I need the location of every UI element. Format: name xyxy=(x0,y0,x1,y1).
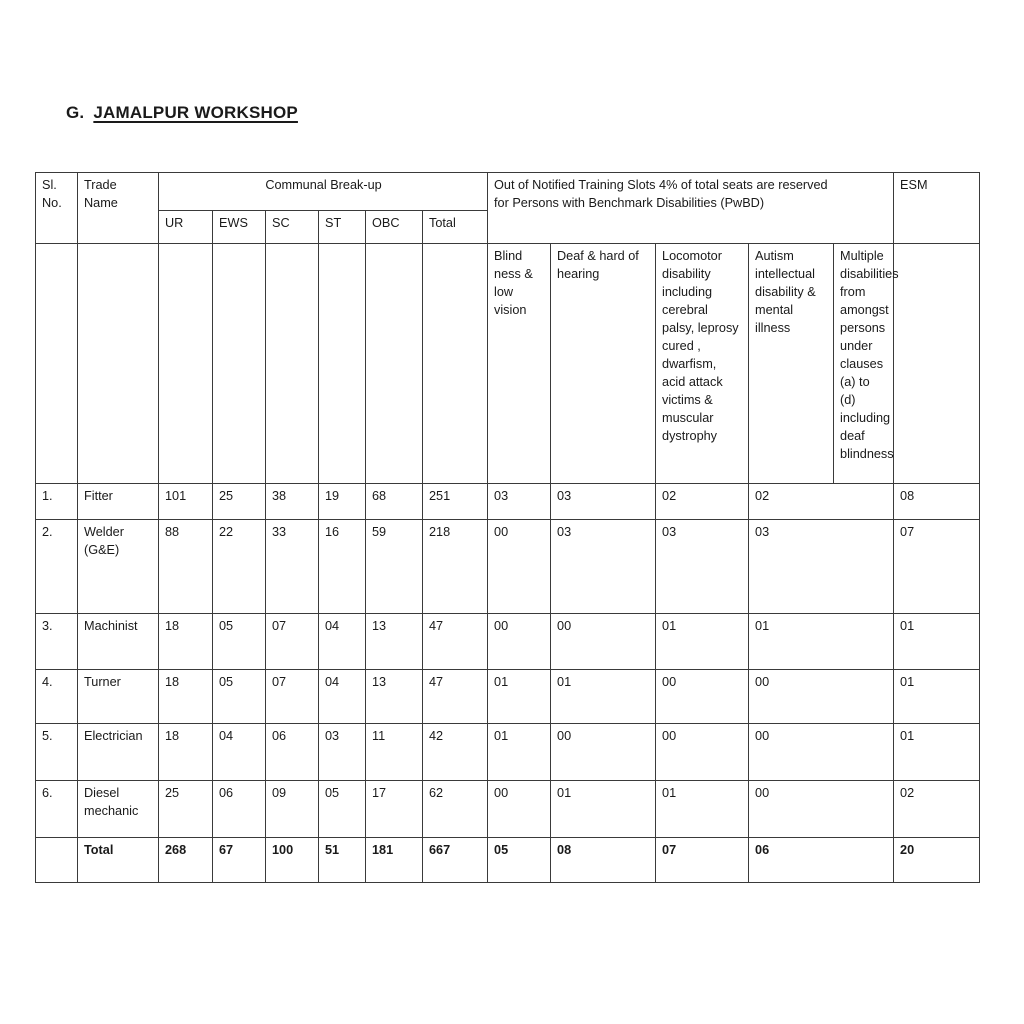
page-title xyxy=(66,103,298,123)
cell-st: 03 xyxy=(319,724,366,781)
cell-trade-name: Total xyxy=(78,838,159,883)
header-ur: UR xyxy=(159,211,213,244)
cell-esm: 08 xyxy=(894,484,980,520)
table-header-band-3 xyxy=(36,244,980,484)
cell-trade-name: Diesel mechanic xyxy=(78,781,159,838)
header-spacer-ur xyxy=(159,244,213,484)
header-pwbd-note-line2: for Persons with Benchmark Disabilities (PwBD) xyxy=(494,196,765,211)
section-title: JAMALPUR WORKSHOP xyxy=(93,103,298,122)
table-row xyxy=(36,520,980,614)
cell-st: 16 xyxy=(319,520,366,614)
cell-total: 47 xyxy=(423,614,488,670)
cell-ur: 18 xyxy=(159,614,213,670)
table-row xyxy=(36,724,980,781)
cell-esm: 01 xyxy=(894,614,980,670)
cell-obc: 17 xyxy=(366,781,423,838)
cell-esm: 20 xyxy=(894,838,980,883)
cell-deaf: 08 xyxy=(551,838,656,883)
cell-locomotor: 02 xyxy=(656,484,749,520)
cell-sc: 07 xyxy=(266,670,319,724)
cell-total: 42 xyxy=(423,724,488,781)
cell-locomotor: 01 xyxy=(656,781,749,838)
cell-ur: 18 xyxy=(159,724,213,781)
cell-ur: 88 xyxy=(159,520,213,614)
cell-ur: 268 xyxy=(159,838,213,883)
header-disability-multiple: Multiple disabilities from amongst persons under clauses (a) to (d) including deaf blindness xyxy=(834,244,894,484)
cell-autism-multiple: 00 xyxy=(749,781,894,838)
vacancy-table-container xyxy=(35,172,980,883)
header-sl-no: Sl. No. xyxy=(36,173,78,244)
cell-blindness: 00 xyxy=(488,614,551,670)
cell-obc: 13 xyxy=(366,614,423,670)
cell-blindness: 01 xyxy=(488,670,551,724)
cell-st: 05 xyxy=(319,781,366,838)
cell-blindness: 03 xyxy=(488,484,551,520)
header-total: Total xyxy=(423,211,488,244)
cell-blindness: 01 xyxy=(488,724,551,781)
cell-locomotor: 07 xyxy=(656,838,749,883)
table-row xyxy=(36,614,980,670)
cell-ur: 18 xyxy=(159,670,213,724)
cell-trade-name: Welder (G&E) xyxy=(78,520,159,614)
cell-deaf: 00 xyxy=(551,614,656,670)
cell-esm: 07 xyxy=(894,520,980,614)
cell-obc: 13 xyxy=(366,670,423,724)
cell-ews: 04 xyxy=(213,724,266,781)
cell-ews: 22 xyxy=(213,520,266,614)
table-header-band-1 xyxy=(36,173,980,211)
header-communal-breakup: Communal Break-up xyxy=(159,173,488,211)
cell-trade-name: Turner xyxy=(78,670,159,724)
cell-autism-multiple: 00 xyxy=(749,670,894,724)
cell-esm: 01 xyxy=(894,670,980,724)
cell-st: 04 xyxy=(319,670,366,724)
header-pwbd-note-line1: Out of Notified Training Slots 4% of total seats are reserved xyxy=(494,178,828,192)
cell-deaf: 00 xyxy=(551,724,656,781)
header-ews: EWS xyxy=(213,211,266,244)
cell-ews: 25 xyxy=(213,484,266,520)
cell-sl-no: 5. xyxy=(36,724,78,781)
cell-locomotor: 00 xyxy=(656,670,749,724)
header-sc: SC xyxy=(266,211,319,244)
cell-trade-name: Electrician xyxy=(78,724,159,781)
header-spacer-trade-name xyxy=(78,244,159,484)
header-esm: ESM xyxy=(894,173,980,244)
header-pwbd-note xyxy=(488,173,894,244)
cell-autism-multiple: 06 xyxy=(749,838,894,883)
header-spacer-ews xyxy=(213,244,266,484)
header-disability-blindness: Blind ness & low vision xyxy=(488,244,551,484)
cell-sl-no: 3. xyxy=(36,614,78,670)
cell-blindness: 00 xyxy=(488,520,551,614)
cell-deaf: 03 xyxy=(551,520,656,614)
cell-total: 62 xyxy=(423,781,488,838)
cell-deaf: 03 xyxy=(551,484,656,520)
header-disability-autism: Autism intellectual disability & mental illness xyxy=(749,244,834,484)
cell-ur: 101 xyxy=(159,484,213,520)
cell-blindness: 00 xyxy=(488,781,551,838)
cell-st: 04 xyxy=(319,614,366,670)
header-spacer-st xyxy=(319,244,366,484)
cell-autism-multiple: 02 xyxy=(749,484,894,520)
cell-sc: 38 xyxy=(266,484,319,520)
cell-obc: 59 xyxy=(366,520,423,614)
header-spacer-sl-no xyxy=(36,244,78,484)
header-disability-locomotor: Locomotor disability including cerebral palsy, leprosy cured , dwarfism, acid attack victims & muscular dystrophy xyxy=(656,244,749,484)
cell-sl-no: 2. xyxy=(36,520,78,614)
cell-sc: 33 xyxy=(266,520,319,614)
table-total-row xyxy=(36,838,980,883)
cell-sc: 06 xyxy=(266,724,319,781)
cell-st: 19 xyxy=(319,484,366,520)
cell-sl-no: 1. xyxy=(36,484,78,520)
table-row xyxy=(36,484,980,520)
header-spacer-total xyxy=(423,244,488,484)
cell-total: 251 xyxy=(423,484,488,520)
vacancy-table xyxy=(35,172,980,883)
cell-total: 47 xyxy=(423,670,488,724)
cell-sc: 07 xyxy=(266,614,319,670)
cell-deaf: 01 xyxy=(551,781,656,838)
cell-trade-name: Fitter xyxy=(78,484,159,520)
cell-obc: 68 xyxy=(366,484,423,520)
cell-ews: 67 xyxy=(213,838,266,883)
cell-sc: 100 xyxy=(266,838,319,883)
section-letter: G. xyxy=(66,103,85,122)
header-st: ST xyxy=(319,211,366,244)
cell-deaf: 01 xyxy=(551,670,656,724)
cell-blindness: 05 xyxy=(488,838,551,883)
cell-sl-no: 6. xyxy=(36,781,78,838)
cell-esm: 01 xyxy=(894,724,980,781)
cell-locomotor: 00 xyxy=(656,724,749,781)
header-spacer-sc xyxy=(266,244,319,484)
cell-sl-no xyxy=(36,838,78,883)
cell-ews: 06 xyxy=(213,781,266,838)
cell-locomotor: 01 xyxy=(656,614,749,670)
header-disability-deaf: Deaf & hard of hearing xyxy=(551,244,656,484)
header-trade-name: Trade Name xyxy=(78,173,159,244)
cell-sl-no: 4. xyxy=(36,670,78,724)
header-spacer-obc xyxy=(366,244,423,484)
cell-obc: 181 xyxy=(366,838,423,883)
header-obc: OBC xyxy=(366,211,423,244)
cell-ur: 25 xyxy=(159,781,213,838)
cell-obc: 11 xyxy=(366,724,423,781)
cell-st: 51 xyxy=(319,838,366,883)
cell-autism-multiple: 01 xyxy=(749,614,894,670)
table-row xyxy=(36,781,980,838)
cell-autism-multiple: 00 xyxy=(749,724,894,781)
cell-ews: 05 xyxy=(213,614,266,670)
cell-trade-name: Machinist xyxy=(78,614,159,670)
cell-autism-multiple: 03 xyxy=(749,520,894,614)
header-spacer-esm xyxy=(894,244,980,484)
cell-total: 667 xyxy=(423,838,488,883)
cell-ews: 05 xyxy=(213,670,266,724)
cell-total: 218 xyxy=(423,520,488,614)
table-row xyxy=(36,670,980,724)
cell-sc: 09 xyxy=(266,781,319,838)
cell-esm: 02 xyxy=(894,781,980,838)
cell-locomotor: 03 xyxy=(656,520,749,614)
